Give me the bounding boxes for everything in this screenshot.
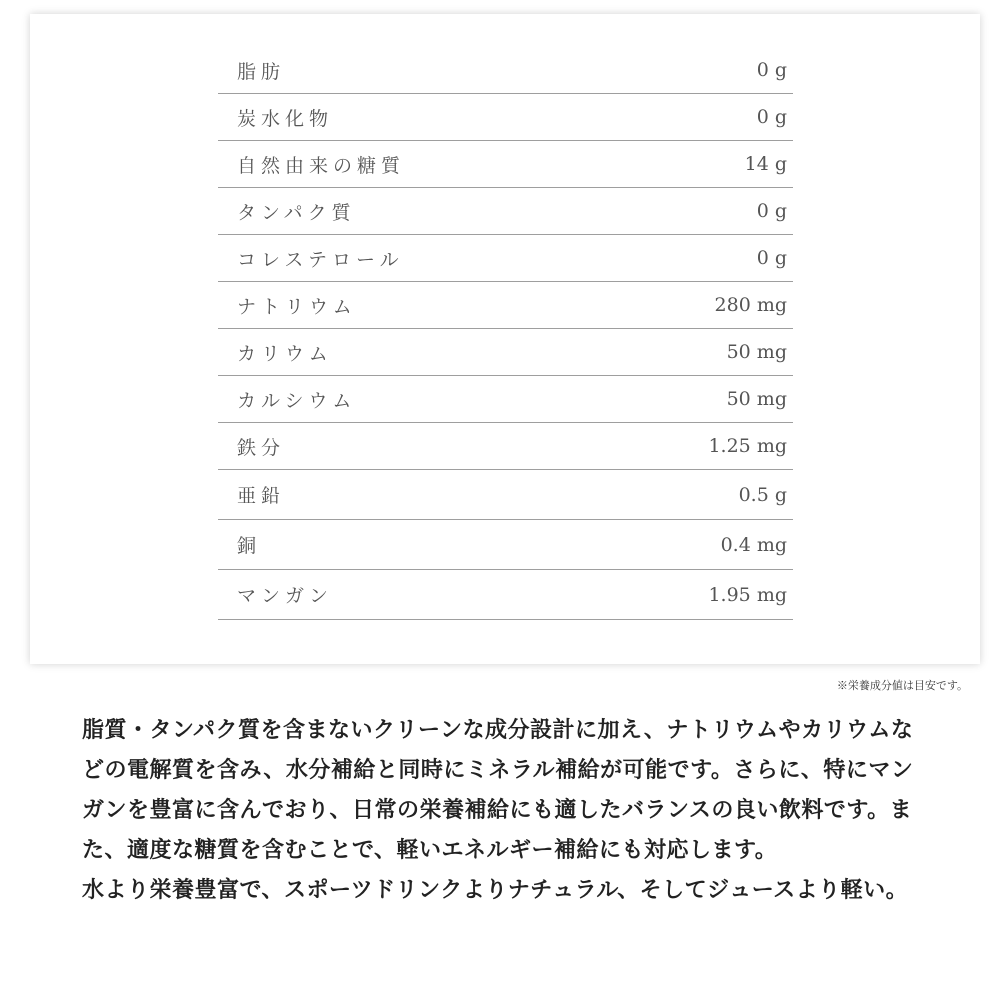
nutrient-value: 1.95 mg: [708, 583, 787, 606]
nutrient-value: 0 g: [756, 106, 787, 128]
nutrient-label: 亜鉛: [237, 485, 286, 507]
nutrient-label: 炭水化物: [237, 107, 334, 130]
table-row: [218, 47, 793, 94]
nutrient-label: マンガン: [237, 585, 334, 607]
nutrient-label: 銅: [237, 535, 262, 557]
nutrient-value: 50 mg: [726, 341, 787, 363]
table-row: [218, 376, 793, 423]
table-row: [218, 94, 793, 141]
table-row: [218, 188, 793, 235]
nutrient-label: 自然由来の糖質: [237, 154, 406, 177]
nutrient-value: 0 g: [756, 59, 787, 81]
nutrient-value: 0 g: [756, 200, 787, 222]
nutrient-value: 0.5 g: [738, 483, 787, 506]
nutrient-value: 0.4 mg: [720, 533, 787, 556]
nutrient-label: カリウム: [237, 342, 333, 365]
nutrient-label: ナトリウム: [237, 295, 357, 318]
table-row: [218, 423, 793, 470]
nutrient-value: 0 g: [756, 247, 787, 269]
product-description: [82, 710, 922, 910]
nutrient-value: 1.25 mg: [708, 435, 787, 457]
description-paragraph: 水より栄養豊富で、スポーツドリンクよりナチュラル、そしてジュースより軽い。: [82, 877, 909, 903]
nutrient-label: カルシウム: [237, 389, 357, 412]
table-row: [218, 235, 793, 282]
table-row: [218, 141, 793, 188]
nutrition-card: [30, 14, 980, 664]
table-row: [218, 470, 793, 520]
nutrient-value: 280 mg: [714, 294, 787, 316]
nutrient-label: 脂肪: [237, 60, 286, 83]
nutrient-label: 鉄分: [237, 436, 286, 459]
nutrition-note: ※栄養成分値は目安です。: [836, 679, 968, 692]
nutrient-value: 14 g: [744, 153, 787, 175]
description-paragraph: 脂質・タンパク質を含まないクリーンな成分設計に加え、ナトリウムやカリウムなどの電解質を含み、水分補給と同時にミネラル補給が可能です。さらに、特にマンガンを豊富に含んでおり、日常の栄養補給にも適したバランスの良い飲料です。また、適度な糖質を含むことで、軽いエネルギー補給にも対応します。: [82, 717, 914, 863]
table-row: [218, 329, 793, 376]
table-row: [218, 282, 793, 329]
nutrient-label: コレステロール: [237, 248, 404, 271]
table-row: [218, 520, 793, 570]
nutrient-value: 50 mg: [726, 388, 787, 410]
nutrient-label: タンパク質: [237, 201, 356, 224]
table-row: [218, 570, 793, 620]
nutrition-table: [218, 47, 793, 620]
